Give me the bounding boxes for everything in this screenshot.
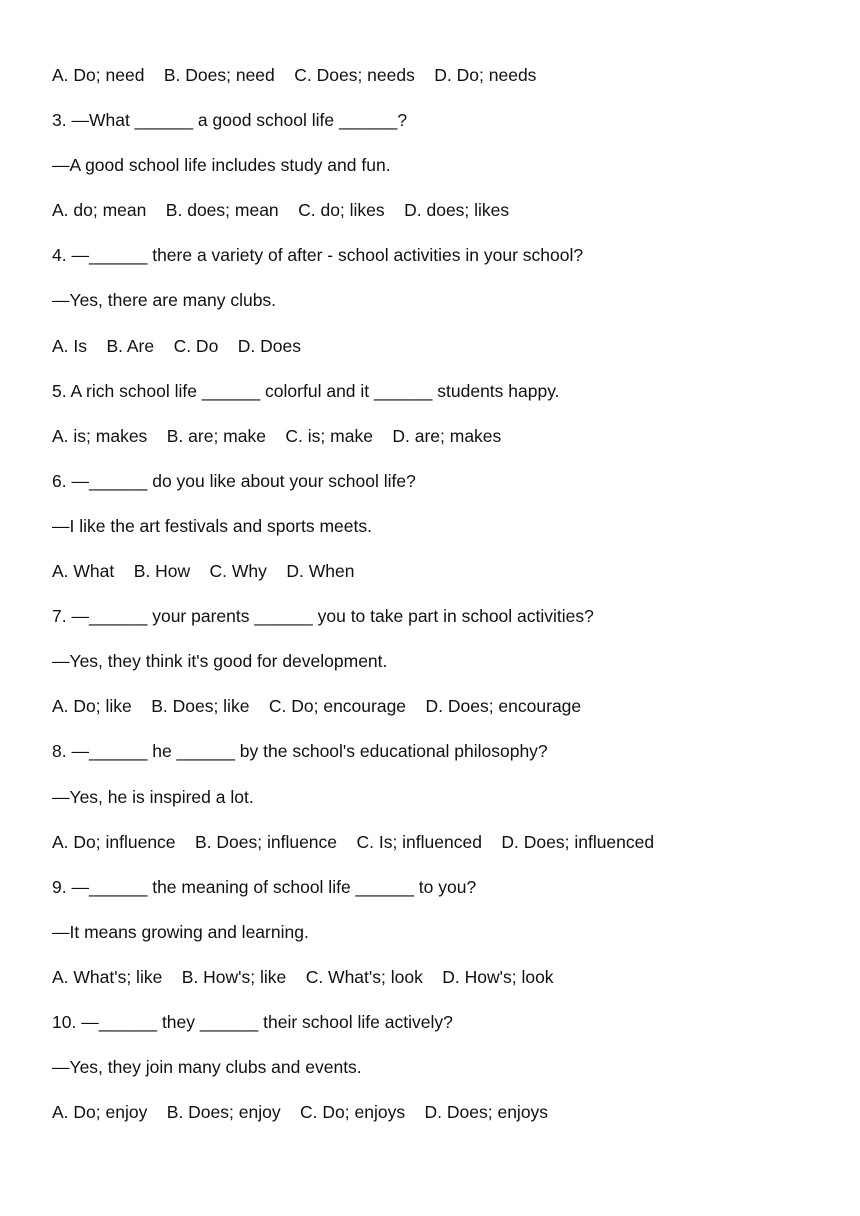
question-5: 5. A rich school life ______ colorful and it ______ students happy. [52, 380, 560, 401]
options-q10: A. Do; enjoy B. Does; enjoy C. Do; enjoys D. Does; enjoys [52, 1102, 549, 1123]
options-q4: A. Is B. Are C. Do D. Does [52, 335, 301, 356]
options-q5: A. is; makes B. are; make C. is; make D. are; makes [52, 425, 502, 446]
answer-q9: —It means growing and learning. [52, 921, 309, 942]
answer-q3: —A good school life includes study and fun. [52, 155, 391, 176]
question-7: 7. —______ your parents ______ you to take part in school activities? [52, 606, 594, 627]
question-8: 8. —______ he ______ by the school's educational philosophy? [52, 741, 548, 762]
options-q2: A. Do; need B. Does; need C. Does; needs D. Do; needs [52, 65, 537, 85]
question-10: 10. —______ they ______ their school life actively? [52, 1011, 453, 1032]
question-3: 3. —What ______ a good school life ______? [52, 110, 408, 131]
question-6: 6. —______ do you like about your school life? [52, 470, 416, 491]
question-9: 9. —______ the meaning of school life ______ to you? [52, 876, 477, 897]
answer-q7: —Yes, they think it's good for development. [52, 651, 388, 672]
answer-q8: —Yes, he is inspired a lot. [52, 786, 254, 807]
options-q8: A. Do; influence B. Does; influence C. Is; influenced D. Does; influenced [52, 831, 655, 852]
options-q9: A. What's; like B. How's; like C. What's; look D. How's; look [52, 966, 554, 987]
answer-q6: —I like the art festivals and sports meets. [52, 515, 372, 536]
options-q3: A. do; mean B. does; mean C. do; likes D. does; likes [52, 200, 510, 221]
answer-q10: —Yes, they join many clubs and events. [52, 1057, 362, 1078]
answer-q4: —Yes, there are many clubs. [52, 290, 277, 311]
options-q7: A. Do; like B. Does; like C. Do; encourage D. Does; encourage [52, 696, 582, 717]
options-q6: A. What B. How C. Why D. When [52, 561, 355, 582]
question-4: 4. —______ there a variety of after - school activities in your school? [52, 245, 584, 266]
question-text-block [52, 62, 832, 1144]
